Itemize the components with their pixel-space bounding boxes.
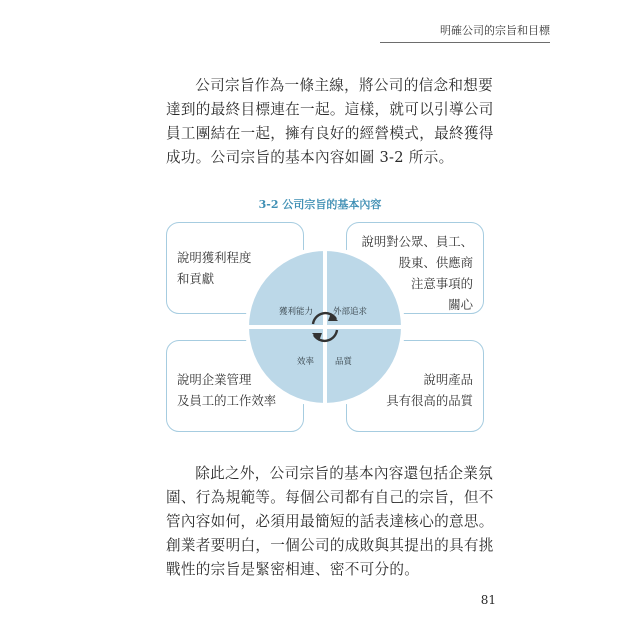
segment-label-quality: 品質 [335,357,353,367]
cycle-wheel [245,247,405,407]
box-line: 具有很高的品質 [386,393,473,408]
box-line: 及員工的工作效率 [177,393,277,408]
paragraph-intro: 公司宗旨作為一條主線，將公司的信念和想要達到的最終目標連在一起。這樣，就可以引導公司員工團結在一起，擁有良好的經營模式，最終獲得成功。公司宗旨的基本內容如圖 3-2 所示。 [166,77,494,166]
segment-label-efficiency: 效率 [297,357,315,367]
figure-caption: 3-2 公司宗旨的基本內容 [258,198,382,211]
page-number: 81 [480,593,496,607]
box-line: 說明對公眾、員工、 [361,234,473,249]
segment-label-profitability: 獲利能力 [279,307,314,317]
box-line: 注意事項的 [411,276,473,291]
box-text [177,247,251,289]
mission-diagram [166,222,484,432]
box-line: 股東、供應商 [398,255,473,270]
box-line: 說明企業管理 [177,372,252,387]
box-line: 說明產品 [423,372,473,387]
running-header: 明確公司的宗旨和目標 [380,22,550,43]
paragraph-conclusion: 除此之外，公司宗旨的基本內容還包括企業氛圍、行為規範等。每個公司都有自己的宗旨，但不管內容如何，必須用最簡短的話表達核心的意思。創業者要明白，一個公司的成敗與其提出的具有挑戰性的宗旨是緊密相連、密不可分的。 [166,465,494,578]
box-line: 和貢獻 [177,271,215,286]
box-line: 關心 [448,297,473,312]
box-line: 說明獲利程度 [177,250,252,265]
segment-label-external: 外部追求 [333,307,368,317]
